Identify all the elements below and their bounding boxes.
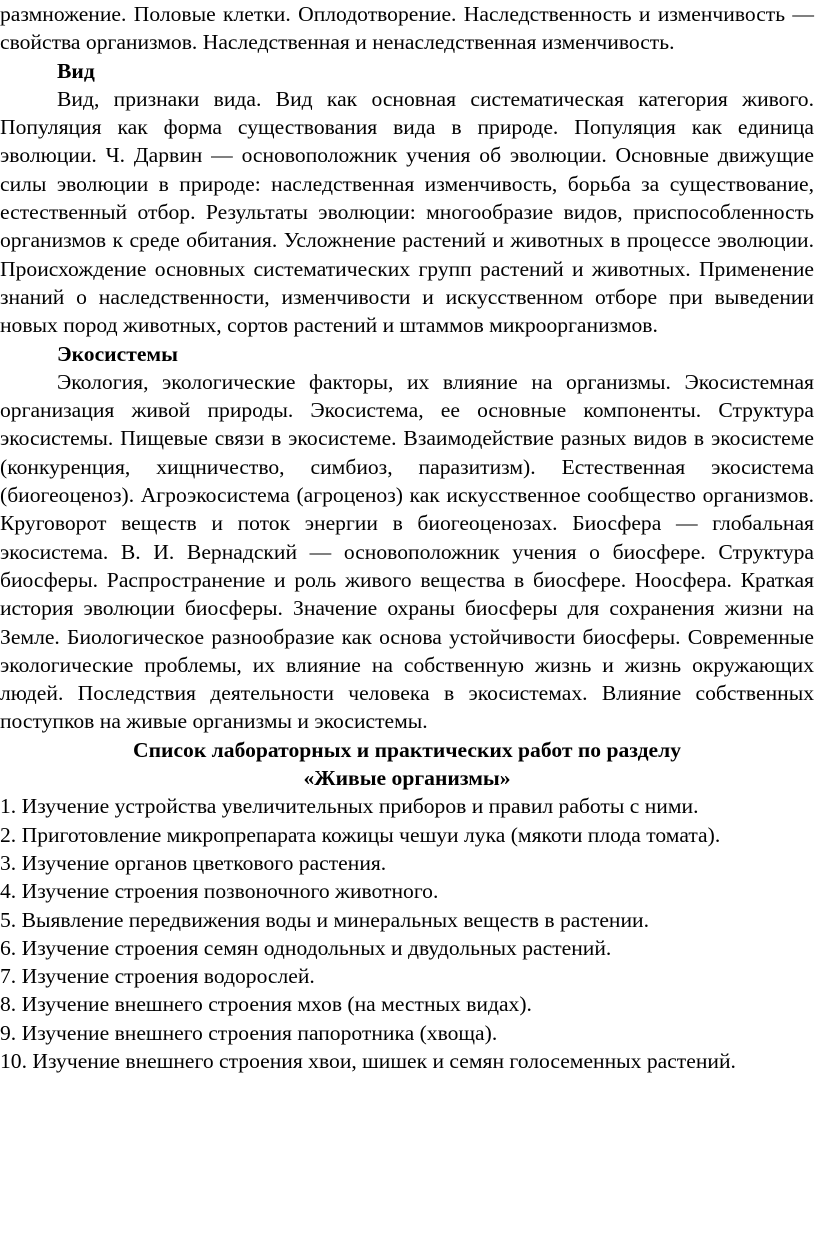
list-item: 10. Изучение внешнего строения хвои, шишек и семян голосеменных растений. — [0, 1048, 736, 1073]
list-item: 1. Изучение устройства увеличительных приборов и правил работы с ними. — [0, 794, 699, 819]
section-heading-species: Вид — [57, 58, 95, 83]
ecosystems-paragraph: Экология, экологические факторы, их влияние на организмы. Экосистемная организация живой природы. Экосистема, ее основные компоненты. Структура экосистемы. Пищевые связи в экосистеме. Взаимодействие разных видов в экосистеме (конкуренция, хищничество, симбиоз, паразитизм). Естественная экосистема (биогеоценоз). Агроэкосистема (агроценоз) как искусственное сообщество организмов. Круговорот веществ и поток энергии в биогеоценозах. Биосфера — глобальная экосистема. В. И. Вернадский — основоположник учения о биосфере. Структура биосферы. Распространение и роль живого вещества в биосфере. Ноосфера. Краткая история эволюции биосферы. Значение охраны биосферы для сохранения жизни на Земле. Биологическое разнообразие как основа устойчивости биосферы. Современные экологические проблемы, их влияние на собственную жизнь и жизнь окружающих людей. Последствия деятельности человека в экосистемах. Влияние собственных поступков на живые организмы и экосистемы. — [0, 369, 814, 734]
section-heading-ecosystems: Экосистемы — [57, 341, 178, 366]
list-item: 2. Приготовление микропрепарата кожицы чешуи лука (мякоти плода томата). — [0, 822, 721, 847]
list-item: 9. Изучение внешнего строения папоротника (хвоща). — [0, 1020, 498, 1045]
list-item: 6. Изучение строения семян однодольных и двудольных растений. — [0, 935, 612, 960]
lab-list — [0, 792, 814, 1075]
list-item: 7. Изучение строения водорослей. — [0, 964, 315, 989]
list-item: 8. Изучение внешнего строения мхов (на местных видах). — [0, 992, 532, 1017]
list-item: 5. Выявление передвижения воды и минеральных веществ в растении. — [0, 907, 649, 932]
list-item: 3. Изучение органов цветкового растения. — [0, 850, 387, 875]
lab-list-title-line2: «Живые организмы» — [303, 766, 511, 791]
intro-paragraph: размножение. Половые клетки. Оплодотворение. Наследственность и изменчивость — свойства организмов. Наследственная и ненаследственная изменчивость. — [0, 2, 814, 55]
list-item: 4. Изучение строения позвоночного животного. — [0, 879, 439, 904]
species-paragraph: Вид, признаки вида. Вид как основная систематическая категория живого. Популяция как форма существования вида в природе. Популяция как единица эволюции. Ч. Дарвин — основоположник учения об эволюции. Основные движущие силы эволюции в природе: наследственная изменчивость, борьба за существование, естественный отбор. Результаты эволюции: многообразие видов, приспособленность организмов к среде обитания. Усложнение растений и животных в процессе эволюции. Происхождение основных систематических групп растений и животных. Применение знаний о наследственности, изменчивости и искусственном отборе при выведении новых пород животных, сортов растений и штаммов микроорганизмов. — [0, 86, 814, 338]
lab-list-title-line1: Список лабораторных и практических работ по разделу — [132, 737, 682, 762]
